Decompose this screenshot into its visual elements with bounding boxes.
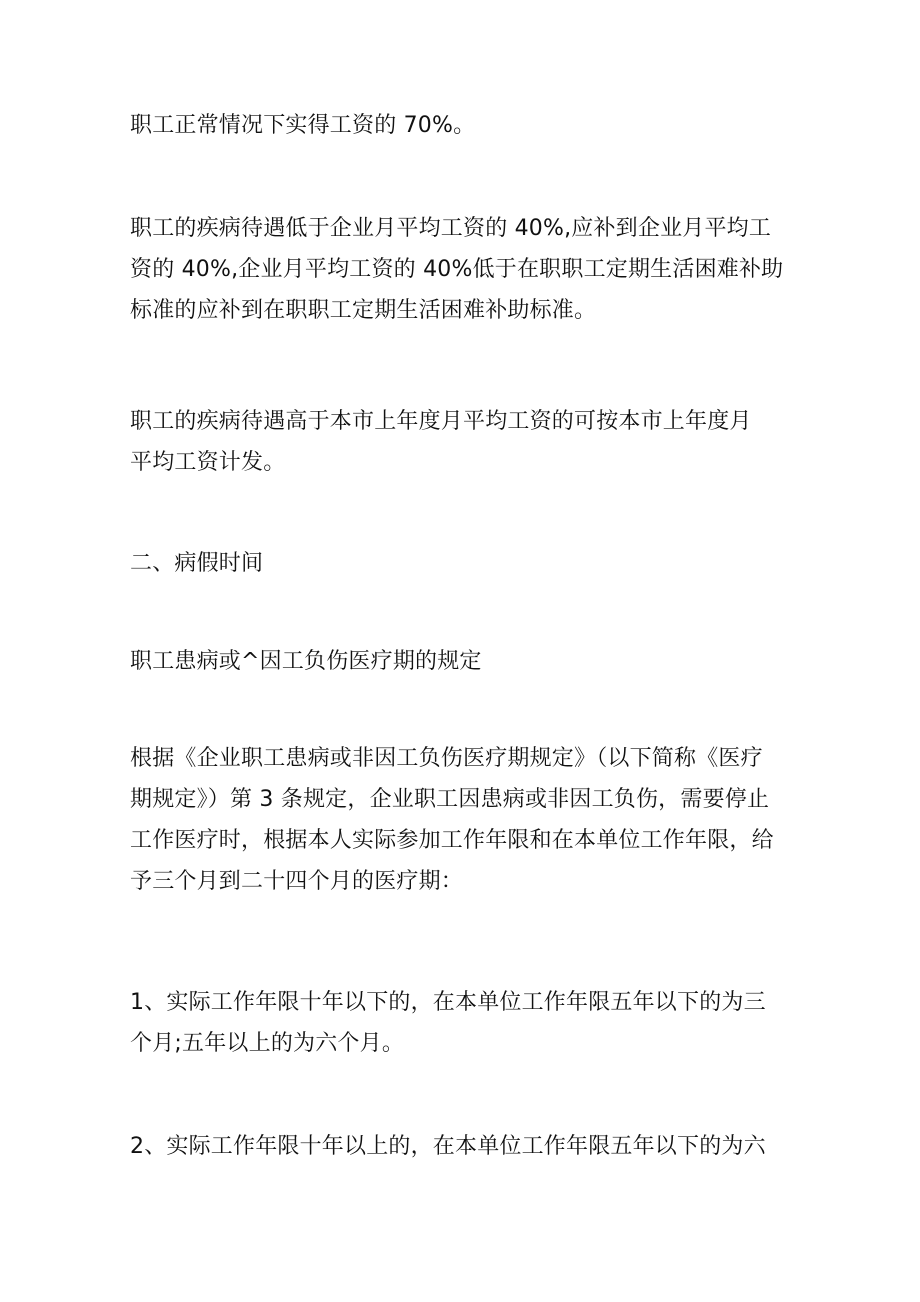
paragraph-minimum-40-percent: 职工的疾病待遇低于企业月平均工资的 40%,应补到企业月平均工 资的 40%,企业月平均工资的 40%低于在职职工定期生活困难补助 标准的应补到在职职工定期生活困难补助标准。 xyxy=(130,216,784,323)
section-heading-sick-leave-time: 二、病假时间 xyxy=(130,551,264,576)
paragraph-maximum-city-average: 职工的疾病待遇高于本市上年度月平均工资的可按本市上年度月 平均工资计发。 xyxy=(130,409,752,475)
paragraph-sick-pay-70-percent: 职工正常情况下实得工资的 70%。 xyxy=(130,113,476,138)
list-item-under-ten-years: 1、实际工作年限十年以下的，在本单位工作年限五年以下的为三 个月;五年以上的为六个月。 xyxy=(130,990,766,1056)
paragraph-medical-period-regulation: 根据《企业职工患病或非因工负伤医疗期规定》（以下简称《医疗 期规定》）第 3 条规定，企业职工因患病或非因工负伤，需要停止 工作医疗时，根据本人实际参加工作年限和在本单位工作年限，给 予三个月到二十四个月的医疗期： xyxy=(130,746,774,894)
list-item-over-ten-years: 2、实际工作年限十年以上的，在本单位工作年限五年以下的为六 xyxy=(130,1134,766,1159)
subheading-medical-period-rules: 职工患病或^因工负伤医疗期的规定 xyxy=(130,649,482,674)
